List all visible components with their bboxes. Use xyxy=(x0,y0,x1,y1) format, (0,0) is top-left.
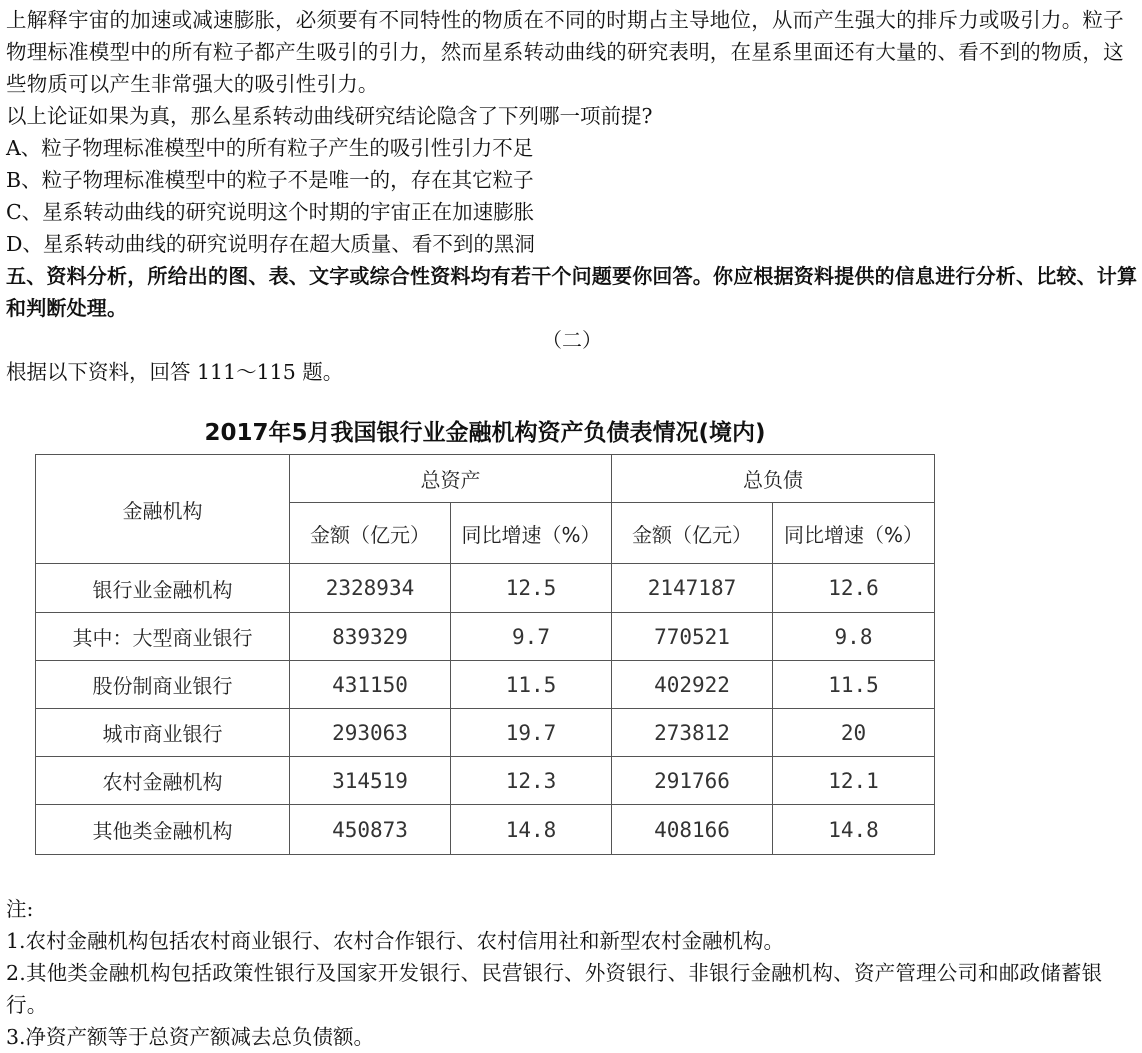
option-c: C、星系转动曲线的研究说明这个时期的宇宙正在加速膨胀 xyxy=(6,200,535,224)
asset-amount: 293063 xyxy=(290,709,451,757)
table-row xyxy=(36,709,935,757)
asset-growth: 12.5 xyxy=(451,564,612,613)
table-row xyxy=(36,757,935,805)
table-title: 2017年5月我国银行业金融机构资产负债表情况(境内) xyxy=(204,420,766,446)
row-name: 城市商业银行 xyxy=(36,709,290,757)
liab-amount: 291766 xyxy=(612,757,773,805)
option-d: D、星系转动曲线的研究说明存在超大质量、看不到的黑洞 xyxy=(6,232,535,256)
header-total-liabilities: 总负债 xyxy=(612,455,935,503)
asset-amount: 431150 xyxy=(290,661,451,709)
header-liab-amount: 金额（亿元） xyxy=(612,503,773,564)
question-block xyxy=(6,4,1138,388)
notes-label: 注: xyxy=(6,897,34,921)
section-heading: 五、资料分析，所给出的图、表、文字或综合性资料均有若干个问题要你回答。你应根据资料提供的信息进行分析、比较、计算和判断处理。 xyxy=(6,264,1138,320)
table-row xyxy=(36,564,935,613)
table-row xyxy=(36,661,935,709)
liab-growth: 14.8 xyxy=(773,805,935,855)
header-liab-growth: 同比增速（%） xyxy=(773,503,935,564)
option-b: B、粒子物理标准模型中的粒子不是唯一的，存在其它粒子 xyxy=(6,168,534,192)
note-item: 3.净资产额等于总资产额减去总负债额。 xyxy=(6,1025,375,1049)
balance-sheet-table xyxy=(35,454,935,855)
row-name: 其他类金融机构 xyxy=(36,805,290,855)
question-passage: 上解释宇宙的加速或减速膨胀，必须要有不同特性的物质在不同的时期占主导地位，从而产生强大的排斥力或吸引力。粒子物理标准模型中的所有粒子都产生吸引的引力，然而星系转动曲线的研究表明，在星系里面还有大量的、看不到的物质，这些物质可以产生非常强大的吸引性引力。 xyxy=(6,8,1124,96)
liab-growth: 11.5 xyxy=(773,661,935,709)
question-stem: 以上论证如果为真，那么星系转动曲线研究结论隐含了下列哪一项前提? xyxy=(6,104,653,128)
liab-growth: 12.6 xyxy=(773,564,935,613)
asset-growth: 19.7 xyxy=(451,709,612,757)
table-row xyxy=(36,805,935,855)
liab-amount: 2147187 xyxy=(612,564,773,613)
row-name: 股份制商业银行 xyxy=(36,661,290,709)
liab-growth: 9.8 xyxy=(773,613,935,661)
section-part: （二） xyxy=(542,328,602,352)
header-total-assets: 总资产 xyxy=(290,455,612,503)
asset-amount: 450873 xyxy=(290,805,451,855)
row-name: 银行业金融机构 xyxy=(36,564,290,613)
liab-amount: 770521 xyxy=(612,613,773,661)
liab-growth: 12.1 xyxy=(773,757,935,805)
liab-amount: 273812 xyxy=(612,709,773,757)
header-asset-amount: 金额（亿元） xyxy=(290,503,451,564)
liab-amount: 408166 xyxy=(612,805,773,855)
row-name: 其中：大型商业银行 xyxy=(36,613,290,661)
row-name: 农村金融机构 xyxy=(36,757,290,805)
option-a: A、粒子物理标准模型中的所有粒子产生的吸引性引力不足 xyxy=(6,136,534,160)
note-item: 1.农村金融机构包括农村商业银行、农村合作银行、农村信用社和新型农村金融机构。 xyxy=(6,929,785,953)
note-item: 2.其他类金融机构包括政策性银行及国家开发银行、民营银行、外资银行、非银行金融机构、资产管理公司和邮政储蓄银行。 xyxy=(6,961,1103,1017)
table-header-row-1 xyxy=(36,455,935,503)
table-row xyxy=(36,613,935,661)
asset-amount: 839329 xyxy=(290,613,451,661)
asset-amount: 314519 xyxy=(290,757,451,805)
asset-growth: 11.5 xyxy=(451,661,612,709)
asset-growth: 14.8 xyxy=(451,805,612,855)
notes-block xyxy=(6,893,1138,1053)
liab-growth: 20 xyxy=(773,709,935,757)
header-institution: 金融机构 xyxy=(36,455,290,564)
asset-growth: 12.3 xyxy=(451,757,612,805)
section-intro: 根据以下资料，回答 111～115 题。 xyxy=(6,360,344,384)
header-asset-growth: 同比增速（%） xyxy=(451,503,612,564)
asset-growth: 9.7 xyxy=(451,613,612,661)
liab-amount: 402922 xyxy=(612,661,773,709)
asset-amount: 2328934 xyxy=(290,564,451,613)
